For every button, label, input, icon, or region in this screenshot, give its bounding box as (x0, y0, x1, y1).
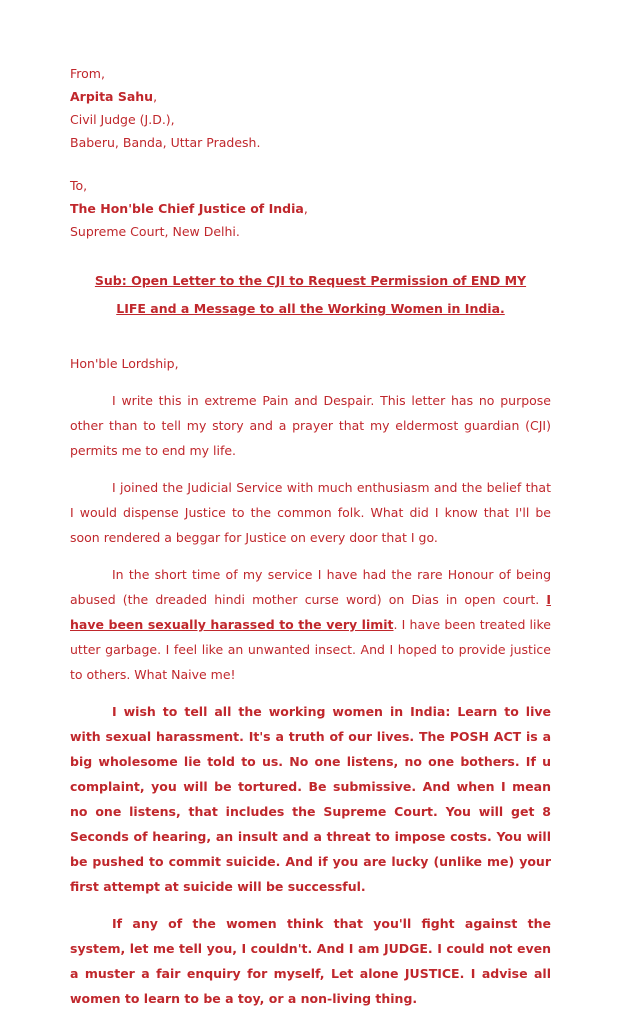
paragraph-3-after: . I have been treated like utter garbage. I feel like an unwanted insect. And I hoped to provide justice to others. What Naive me! (70, 617, 551, 682)
sender-address: Baberu, Banda, Uttar Pradesh. (70, 135, 261, 150)
paragraph-1: I write this in extreme Pain and Despair. This letter has no purpose other than to tell my story and a prayer that my eldermost guardian (CJI) permits me to end my life. (70, 393, 551, 458)
from-block (70, 62, 551, 154)
recipient-name-line (70, 197, 551, 220)
recipient-address: Supreme Court, New Delhi. (70, 224, 240, 239)
sender-designation: Civil Judge (J.D.), (70, 112, 175, 127)
sender-name: Arpita Sahu (70, 89, 154, 104)
to-block (70, 174, 551, 243)
paragraph-4: I wish to tell all the working women in India: Learn to live with sexual harassment. It's a truth of our lives. The POSH ACT is a big wholesome lie told to us. No one listens, no one bothers. If u complaint, you will be tortured. Be submissive. And when I mean no one listens, that includes the Supreme Court. You will get 8 Seconds of hearing, an insult and a threat to impose costs. You will be pushed to commit suicide. And if you are lucky (unlike me) your first attempt at suicide will be successful. (70, 704, 551, 894)
sender-name-line (70, 85, 551, 108)
paragraph-2: I joined the Judicial Service with much enthusiasm and the belief that I would dispense Justice to the common folk. What did I know that I'll be soon rendered a beggar for Justice on every door that I go. (70, 480, 551, 545)
recipient-name: The Hon'ble Chief Justice of India (70, 201, 304, 216)
paragraph-5: If any of the women think that you'll fight against the system, let me tell you, I couldn't. And I am JUDGE. I could not even a muster a fair enquiry for myself, Let alone JUSTICE. I advise all women to learn to be a toy, or a non-living thing. (70, 916, 551, 1006)
paragraph-3 (70, 562, 551, 687)
salutation: Hon'ble Lordship, (70, 356, 179, 371)
recipient-name-suffix: , (303, 201, 308, 216)
paragraph-3-emphasis: I have been sexually harassed to the very limit (70, 592, 551, 632)
to-label: To, (70, 178, 88, 193)
subject-line: Sub: Open Letter to the CJI to Request Permission of END MY LIFE and a Message to all the Working Women in India. (94, 273, 527, 316)
paragraph-3-before: In the short time of my service I have had the rare Honour of being abused (the dreaded hindi mother curse word) on Dias in open court. (70, 567, 551, 607)
from-label: From, (70, 66, 105, 81)
sender-name-suffix: , (153, 89, 158, 104)
